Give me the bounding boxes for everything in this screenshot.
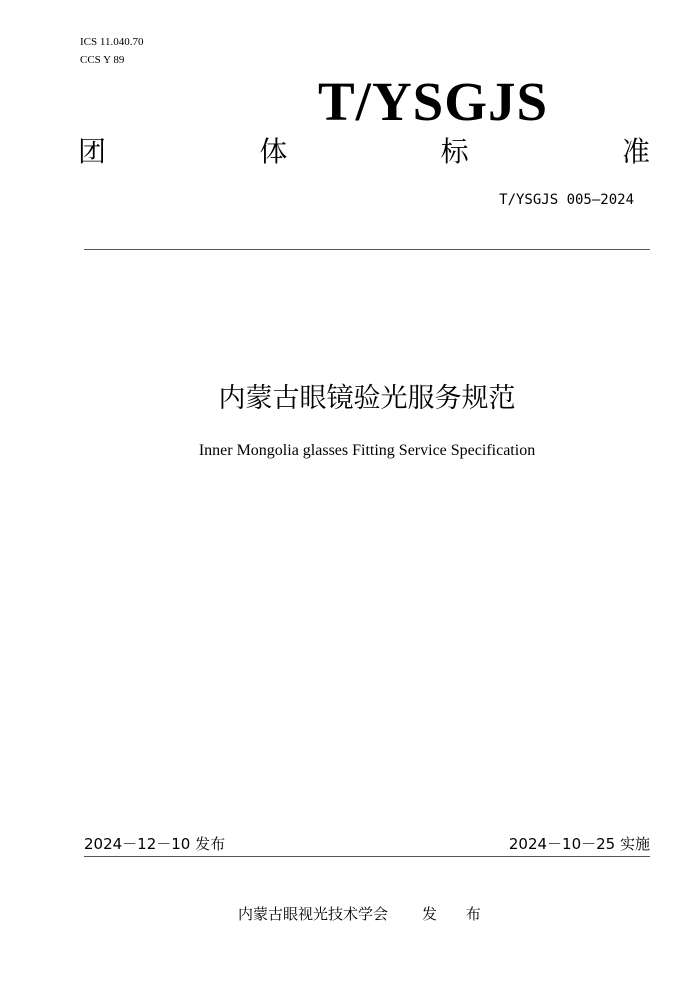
standard-type-char: 体: [259, 135, 288, 168]
standard-type-char: 团: [78, 135, 107, 168]
standard-type-char: 标: [440, 135, 469, 168]
ccs-code: CCS Y 89: [80, 54, 125, 66]
standard-type-char: 准: [621, 135, 650, 168]
top-divider: [84, 249, 650, 250]
title-chinese: 内蒙古眼镜验光服务规范: [218, 383, 516, 414]
publisher: [238, 904, 493, 924]
ics-code: ICS 11.040.70: [80, 36, 144, 48]
standard-code: T/YSGJS 005—2024: [499, 192, 634, 208]
standard-logo: T/YSGJS: [318, 71, 549, 132]
implementation-date: 2024－10－25 实施: [508, 835, 650, 853]
title-english: Inner Mongolia glasses Fitting Service Specification: [198, 442, 536, 459]
standard-type: [78, 134, 650, 170]
issue-date: 2024－12－10 发布: [84, 835, 226, 853]
publish-verb: 发 布: [422, 905, 493, 923]
bottom-divider: [84, 856, 650, 857]
publisher-name: 内蒙古眼视光技术学会: [238, 905, 389, 923]
